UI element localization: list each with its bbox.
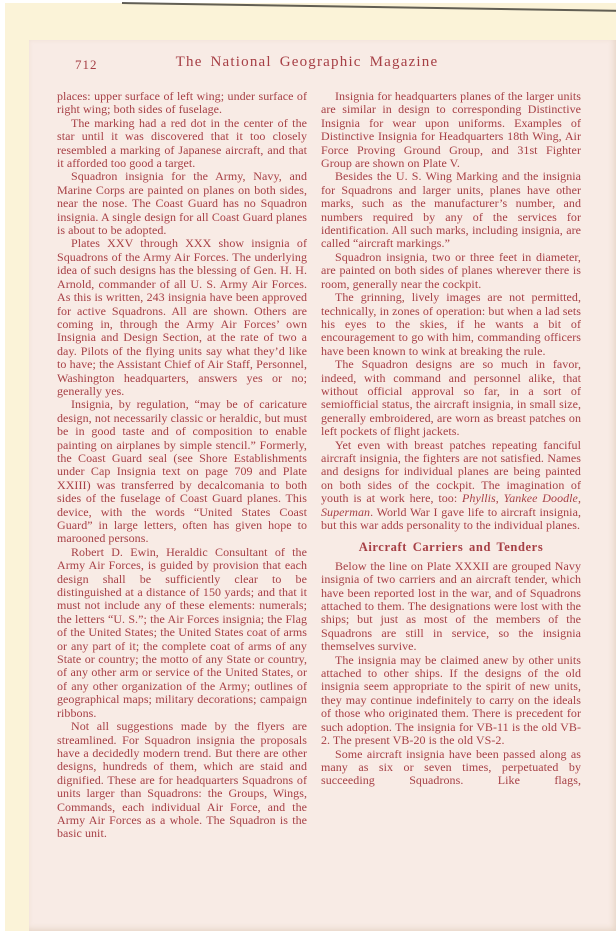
paragraph-with-plane-names [321,439,581,533]
paragraph-text: . World War I gave life to aircraft insignia, but this war adds personality to the individual planes. [321,504,581,532]
paragraph: The grinning, lively images are not permitted, technically, in zones of operation: but when a lad sets his eyes to the skies, if he wants a bit of encouragement to go with him, commanding officers have been known to wink at breaking the rule. [321,290,581,358]
magazine-page [29,40,616,931]
paragraph-text: Yet even with breast patches repeating fanciful aircraft insignia, the fighters are not satisfied. Names and designs for individual planes are being painted on both sides of the cockpit. The imagination of youth is at work here, too: [321,437,581,506]
paragraph: Insignia, by regulation, “may be of caricature design, not necessarily classic or heraldic, but must be in good taste and of composition to enable painting on airplanes by simple stencil.” Formerly, the Coast Guard seal (see Shore Establishments under Cap Insignia text on page 709 and Plate XXIII) was transferred by decalcomania to both sides of the fuselage of Coast Guard planes. This device, with the words “United States Coast Guard” in large letters, often has given hope to marooned persons. [57,397,307,546]
paragraph: Plates XXV through XXX show insignia of Squadrons of the Army Air Forces. The underlying idea of such designs has the blessing of Gen. H. H. Arnold, commander of all U. S. Army Air Forces. As this is written, 243 insignia have been approved for active Squadrons. All are shown. Others are coming in, through the Army Air Forces’ own Insignia and Design Section, at the rate of two a day. Pilots of the flying units say what they’d like to have; the Assistant Chief of Air Staff, Personnel, Washington headquarters, answers yes or no; generally yes. [57,236,307,398]
paragraph: Some aircraft insignia have been passed along as many as six or seven times, perpetuated by succeeding Squadrons. Like flags, [321,746,581,788]
paragraph: Not all suggestions made by the flyers are streamlined. For Squadron insignia the proposals have a decidedly modern trend. But there are other designs, hundreds of them, which are staid and dignified. These are for headquarters Squadrons of units larger than Squadrons: the Groups, Wings, Commands, each individual Air Force, and the Army Air Forces as a whole. The Squadron is the basic unit. [57,719,307,841]
paragraph: Robert D. Ewin, Heraldic Consultant of the Army Air Forces, is guided by provision that each design shall be sufficiently clear to be distinguished at a distance of 150 yards; and that it must not include any of these elements: numerals; the letters “U. S.”; the Air Forces insignia; the Flag of the United States; the United States coat of arms or any part of it; the complete coat of arms of any State or country; the motto of any State or country, of any other arm or service of the United States, or of any other organization of the Army; outlines of geographical maps; military decorations; campaign ribbons. [57,544,307,720]
paragraph: The marking had a red dot in the center of the star until it was discovered that it too closely resembled a marking of Japanese aircraft, and that it afforded too good a target. [57,115,307,171]
paragraph-text: , [495,491,504,506]
paragraph: Besides the U. S. Wing Marking and the insignia for Squadrons and larger units, planes have other marks, such as the manufacturer’s number, and numbers required by any of the services for identification. All such marks, including insignia, are called “aircraft markings.” [321,169,581,251]
text-columns [57,90,581,841]
page-number: 712 [75,57,98,72]
plane-name-italic: Phyllis [462,491,496,506]
paragraph: Insignia for headquarters planes of the larger units are similar in design to corresponding Distinctive Insignia for wear upon uniforms. Examples of Distinctive Insignia for Headquarters 18th Wing, Air Force Proving Ground Group, and 31st Fighter Group are shown on Plate V. [321,89,581,171]
paragraph: The insignia may be claimed anew by other units attached to other ships. If the designs of the old insignia seem appropriate to the spirit of new units, they may continue indefinitely to carry on the ideals of those who originated them. There is precedent for such adoption. The insignia for VB-11 is the old VB-2. The present VB-20 is the old VS-2. [321,652,581,748]
page-header [57,54,557,76]
paragraph: Squadron insignia, two or three feet in diameter, are painted on both sides of planes wherever there is room, generally near the cockpit. [321,249,581,291]
paragraph: places: upper surface of left wing; under surface of right wing; both sides of fuselage. [57,89,307,117]
paragraph-text: , [577,491,581,506]
left-column [57,90,307,841]
plane-name-italic: Superman [321,504,371,519]
paragraph: Below the line on Plate XXXII are grouped Navy insignia of two carriers and an aircraft tender, which have been reported lost in the war, and of Squadrons attached to them. The designations were lost with the ships; but just as most of the members of the Squadrons are still in service, so the insignia themselves survive. [321,558,581,654]
right-column [321,90,581,841]
plane-name-italic: Yankee Doodle [503,491,578,506]
section-heading: Aircraft Carriers and Tenders [358,540,544,555]
magazine-title: The National Geographic Magazine [175,54,439,70]
paragraph: The Squadron designs are so much in favor, indeed, with command and personnel alike, that without official approval so far, in a sort of semiofficial status, the aircraft insignia, in small size, generally embroidered, are worn as breast patches on left pockets of flight jackets. [321,357,581,439]
paragraph: Squadron insignia for the Army, Navy, and Marine Corps are painted on planes on both sides, near the nose. The Coast Guard has no Squadron insignia. A single design for all Coast Guard planes is about to be adopted. [57,169,307,238]
